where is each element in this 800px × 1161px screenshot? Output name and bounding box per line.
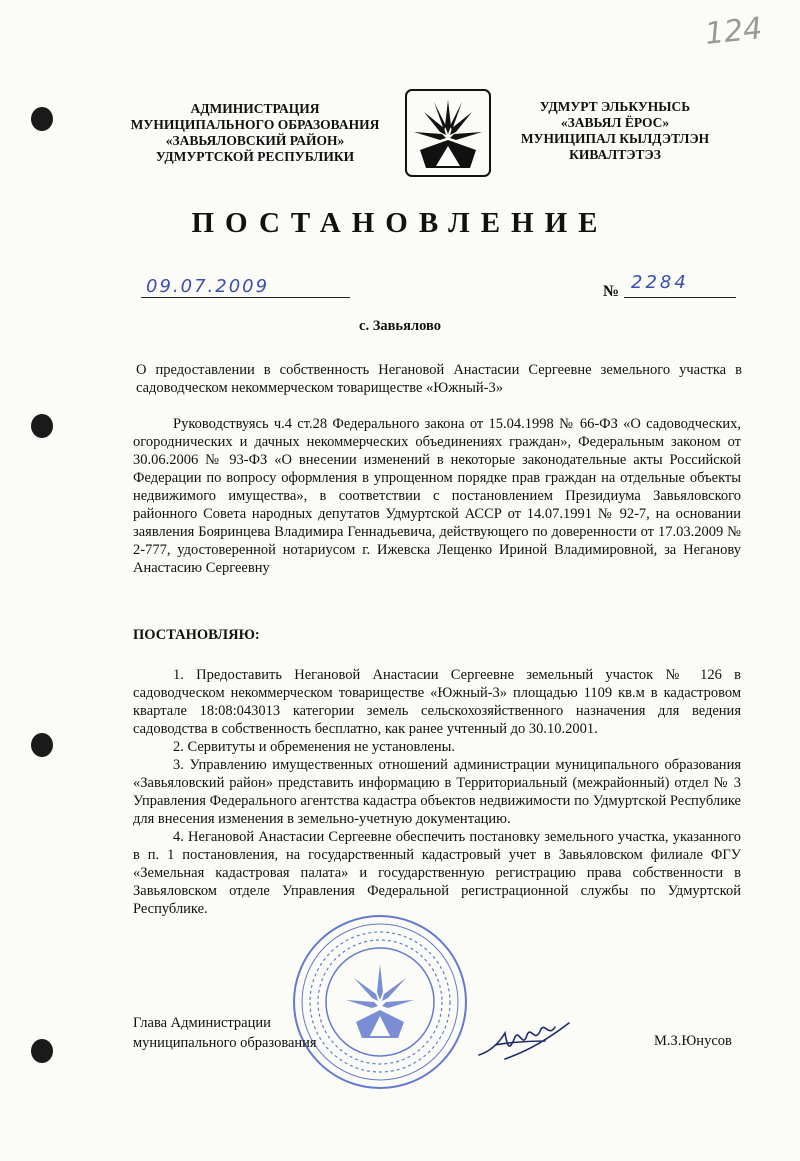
binder-hole-icon (31, 107, 53, 131)
handwritten-signature-icon (475, 1015, 575, 1070)
decree-items (133, 666, 741, 918)
document-subject: О предоставлении в собственность Негановой Анастасии Сергеевне земельного участка в садоводческом некоммерческом товариществе «Южный-3» (136, 362, 742, 396)
signatory-title-line: Глава Администрации (133, 1015, 271, 1031)
decree-item: 4. Негановой Анастасии Сергеевне обеспечить постановку земельного участка, указанного в п. 1 постановления, на государственный кадастровый учет в Завьяловском филиале ФГУ «Земельная кадастровая палата» и государственную регистрацию права собственности в Завьяловском отделе Управления Федеральной регистрационной службы по Удмуртской Республике. (133, 829, 741, 917)
decree-item: 2. Сервитуты и обременения не установлены. (173, 739, 455, 755)
binder-hole-icon (31, 414, 53, 438)
preamble-text: Руководствуясь ч.4 ст.28 Федерального закона от 15.04.1998 № 66-ФЗ «О садоводческих, огороднических и дачных некоммерческих объединениях граждан», Федеральным законом от 30.06.2006 № 93-ФЗ «О внесении изменений в некоторые законодательные акты Российской Федерации по вопросу оформления в упрощенном порядке прав граждан на отдельные объекты недвижимого имущества», в соответствии с постановлением Президиума Завьяловского районного Совета народных депутатов Удмуртской АССР от 14.07.1991 № 92-7, на основании заявления Бояринцева Владимира Геннадьевича, действующего по доверенности от 17.03.2009 № 2-777, удостоверенной нотариусом г. Ижевска Лещенко Ириной Владимировной, за Неганову Анастасию Сергеевну (133, 416, 741, 576)
header-left-line: УДМУРТСКОЙ РЕСПУБЛИКИ (155, 149, 355, 164)
emblem-logo-icon (404, 88, 492, 178)
page-number: 124 (703, 11, 764, 52)
signatory-title (133, 1013, 317, 1053)
decree-item: 3. Управлению имущественных отношений администрации муниципального образования «Завьяловский район» представить информацию в Территориальный (межрайонный) отдел № 3 Управления Федерального агентства кадастра объектов недвижимости по Удмуртской Республике для внесения изменения в земельно-учетную документацию. (133, 757, 741, 827)
document-date: 09.07.2009 (146, 276, 270, 297)
document-number: 2284 (631, 272, 689, 293)
header-right-line: УДМУРТ ЭЛЬКУНЫСЬ (539, 99, 691, 114)
header-right (500, 99, 730, 163)
decree-item: 1. Предоставить Негановой Анастасии Сергеевне земельный участок № 126 в садоводческом некоммерческом товариществе «Южный-3» площадью 1109 кв.м в кадастровом квартале 18:08:043013 категории земель сельскохозяйственного назначения для ведения садоводства в собственность бесплатно, как ранее учтенный до 30.10.2001. (133, 667, 741, 737)
signatory-name: М.З.Юнусов (654, 1033, 732, 1049)
preamble (133, 415, 741, 577)
decree-label: ПОСТАНОВЛЯЮ: (133, 627, 260, 643)
signatory-title-line: муниципального образования (133, 1035, 317, 1051)
number-label: № (603, 283, 620, 300)
header-right-line: КИВАЛТЭТЭЗ (569, 147, 661, 162)
place-of-issue: с. Завьялово (359, 318, 441, 334)
header-right-line: «ЗАВЬЯЛ ЁРОС» (560, 115, 670, 130)
document-title: ПОСТАНОВЛЕНИЕ (191, 207, 609, 239)
header-left-line: «ЗАВЬЯЛОВСКИЙ РАЙОН» (165, 133, 345, 148)
header-left-line: МУНИЦИПАЛЬНОГО ОБРАЗОВАНИЯ (130, 117, 380, 132)
header-right-line: МУНИЦИПАЛ КЫЛДЭТЛЭН (520, 131, 710, 146)
official-stamp-icon (290, 912, 470, 1092)
number-underline (624, 297, 736, 298)
header-left (110, 101, 400, 165)
date-underline (141, 297, 350, 298)
header-left-line: АДМИНИСТРАЦИЯ (190, 101, 320, 116)
binder-hole-icon (31, 1039, 53, 1063)
binder-hole-icon (31, 733, 53, 757)
